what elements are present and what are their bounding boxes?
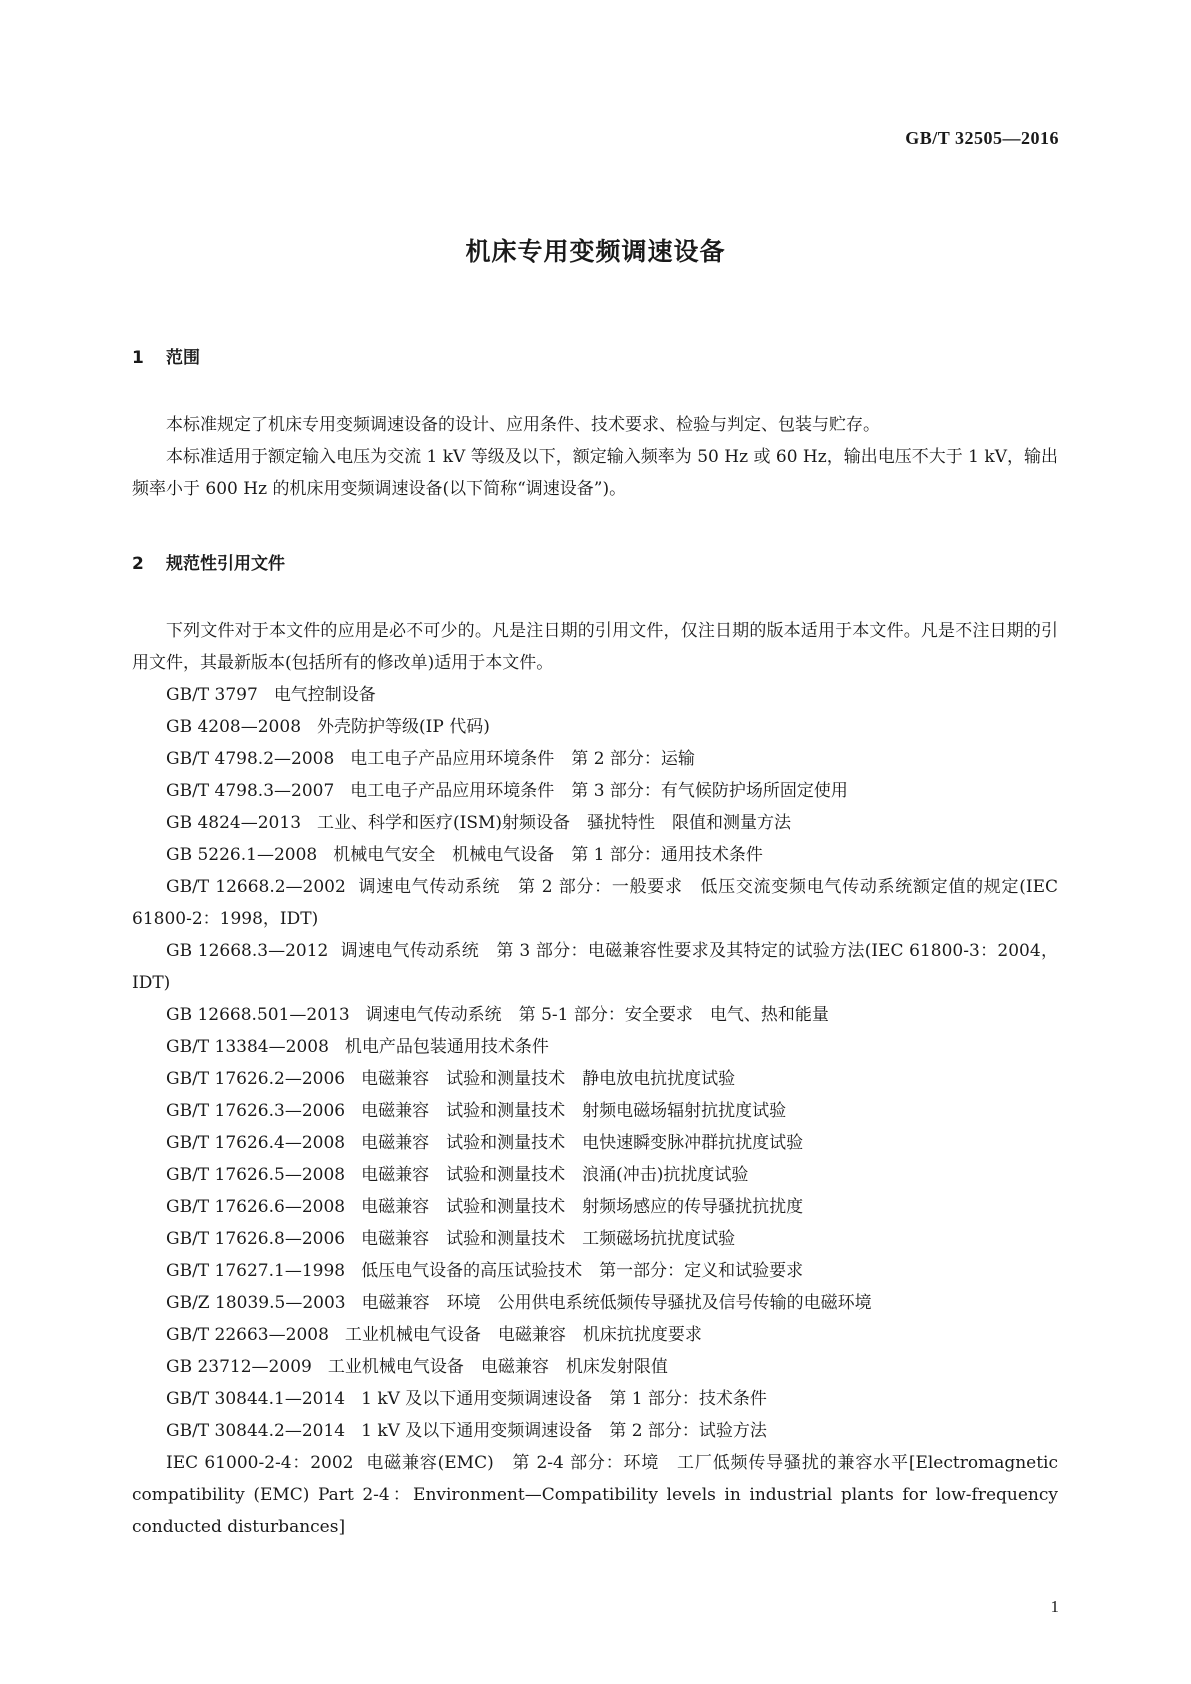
reference-title: 1 kV 及以下通用变频调速设备 第 2 部分：试验方法 (361, 1421, 767, 1441)
reference-item (132, 1095, 1058, 1127)
reference-item (132, 1031, 1058, 1063)
reference-item (132, 1159, 1058, 1191)
reference-code: GB 12668.501—2013 (166, 1005, 350, 1025)
reference-item (132, 1351, 1058, 1383)
reference-item (132, 1063, 1058, 1095)
reference-title: 电磁兼容 环境 公用供电系统低频传导骚扰及信号传输的电磁环境 (361, 1293, 872, 1313)
reference-item (132, 679, 1058, 711)
reference-code: GB/T 17626.6—2008 (166, 1197, 346, 1217)
reference-code: GB/T 17626.3—2006 (166, 1101, 346, 1121)
reference-title: 机械电气安全 机械电气设备 第 1 部分：通用技术条件 (333, 845, 763, 865)
scope-paragraph: 本标准适用于额定输入电压为交流 1 kV 等级及以下，额定输入频率为 50 Hz 或 60 Hz，输出电压不大于 1 kV，输出频率小于 600 Hz 的机床用变频调速设备(以下简称“调速设备”)。 (132, 447, 1058, 499)
reference-code: GB/T 4798.2—2008 (166, 749, 335, 769)
section-number: 2 (132, 554, 144, 574)
section-title: 范围 (166, 348, 200, 368)
section-2-heading (132, 549, 1058, 579)
reference-item (132, 1447, 1058, 1543)
reference-code: GB/T 12668.2—2002 (166, 877, 346, 897)
reference-item (132, 775, 1058, 807)
standard-code: GB/T 32505—2016 (905, 128, 1059, 148)
reference-title: 机电产品包装通用技术条件 (344, 1037, 549, 1057)
reference-code: GB 12668.3—2012 (166, 941, 329, 961)
reference-title: 电磁兼容(EMC) 第 2-4 部分：环境 工厂低频传导骚扰的兼容水平[Electromagnetic compatibility (EMC) Part 2-4：Environment—Compatibility levels in industrial plants for low-frequency conducted disturbances] (132, 1453, 1059, 1537)
reference-code: GB/T 17627.1—1998 (166, 1261, 346, 1281)
reference-code: IEC 61000-2-4：2002 (166, 1453, 354, 1473)
document-title: 机床专用变频调速设备 (465, 237, 726, 266)
reference-code: GB/T 30844.2—2014 (166, 1421, 346, 1441)
reference-code: GB 4824—2013 (166, 813, 302, 833)
reference-item (132, 1127, 1058, 1159)
reference-code: GB 4208—2008 (166, 717, 302, 737)
reference-list (132, 679, 1058, 1543)
reference-code: GB/T 13384—2008 (166, 1037, 329, 1057)
reference-title: 1 kV 及以下通用变频调速设备 第 1 部分：技术条件 (361, 1389, 767, 1409)
reference-code: GB/T 17626.4—2008 (166, 1133, 346, 1153)
reference-item (132, 1223, 1058, 1255)
reference-title: 电气控制设备 (273, 685, 376, 705)
reference-item (132, 711, 1058, 743)
reference-code: GB 5226.1—2008 (166, 845, 318, 865)
scope-paragraph: 本标准规定了机床专用变频调速设备的设计、应用条件、技术要求、检验与判定、包装与贮存。 (166, 415, 880, 435)
references-intro: 下列文件对于本文件的应用是必不可少的。凡是注日期的引用文件，仅注日期的版本适用于本文件。凡是不注日期的引用文件，其最新版本(包括所有的修改单)适用于本文件。 (132, 621, 1058, 673)
reference-item (132, 1383, 1058, 1415)
reference-code: GB/T 30844.1—2014 (166, 1389, 346, 1409)
reference-title: 电工电子产品应用环境条件 第 2 部分：运输 (350, 749, 695, 769)
reference-item (132, 1287, 1058, 1319)
reference-item (132, 1191, 1058, 1223)
section-title: 规范性引用文件 (166, 554, 285, 574)
reference-title: 电工电子产品应用环境条件 第 3 部分：有气候防护场所固定使用 (350, 781, 848, 801)
reference-code: GB 23712—2009 (166, 1357, 312, 1377)
reference-title: 外壳防护等级(IP 代码) (317, 717, 490, 737)
reference-title: 电磁兼容 试验和测量技术 工频磁场抗扰度试验 (361, 1229, 736, 1249)
reference-title: 调速电气传动系统 第 5-1 部分：安全要求 电气、热和能量 (365, 1005, 829, 1025)
section-number: 1 (132, 348, 144, 368)
section-1-heading (132, 343, 1058, 373)
reference-code: GB/Z 18039.5—2003 (166, 1293, 346, 1313)
reference-title: 电磁兼容 试验和测量技术 静电放电抗扰度试验 (361, 1069, 736, 1089)
reference-title: 调速电气传动系统 第 3 部分：电磁兼容性要求及其特定的试验方法(IEC 61800-3：2004，IDT) (132, 941, 1058, 993)
reference-title: 电磁兼容 试验和测量技术 浪涌(冲击)抗扰度试验 (361, 1165, 749, 1185)
reference-title: 调速电气传动系统 第 2 部分：一般要求 低压交流变频电气传动系统额定值的规定(IEC 61800-2：1998，IDT) (132, 877, 1059, 929)
reference-title: 低压电气设备的高压试验技术 第一部分：定义和试验要求 (361, 1261, 804, 1281)
reference-code: GB/T 22663—2008 (166, 1325, 329, 1345)
reference-item (132, 999, 1058, 1031)
document-body (132, 343, 1058, 1543)
reference-item (132, 807, 1058, 839)
reference-item (132, 1319, 1058, 1351)
reference-code: GB/T 17626.5—2008 (166, 1165, 346, 1185)
reference-code: GB/T 3797 (166, 685, 258, 705)
reference-code: GB/T 17626.8—2006 (166, 1229, 346, 1249)
reference-code: GB/T 17626.2—2006 (166, 1069, 346, 1089)
reference-title: 电磁兼容 试验和测量技术 射频电磁场辐射抗扰度试验 (361, 1101, 787, 1121)
page-number: 1 (1050, 1597, 1059, 1616)
reference-title: 工业、科学和医疗(ISM)射频设备 骚扰特性 限值和测量方法 (317, 813, 792, 833)
reference-title: 电磁兼容 试验和测量技术 电快速瞬变脉冲群抗扰度试验 (361, 1133, 804, 1153)
reference-item (132, 871, 1058, 935)
reference-item (132, 935, 1058, 999)
reference-item (132, 743, 1058, 775)
reference-title: 工业机械电气设备 电磁兼容 机床发射限值 (327, 1357, 668, 1377)
reference-code: GB/T 4798.3—2007 (166, 781, 335, 801)
reference-title: 工业机械电气设备 电磁兼容 机床抗扰度要求 (344, 1325, 702, 1345)
reference-item (132, 1255, 1058, 1287)
reference-title: 电磁兼容 试验和测量技术 射频场感应的传导骚扰抗扰度 (361, 1197, 804, 1217)
reference-item (132, 839, 1058, 871)
reference-item (132, 1415, 1058, 1447)
